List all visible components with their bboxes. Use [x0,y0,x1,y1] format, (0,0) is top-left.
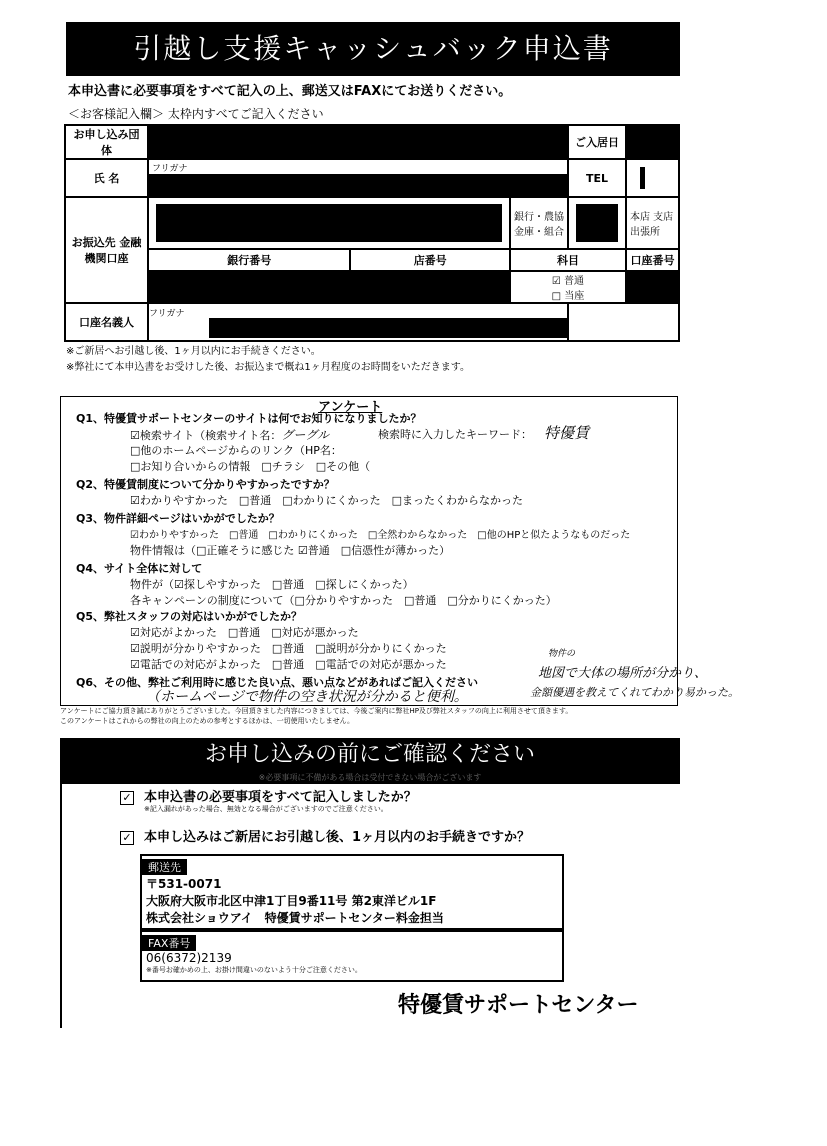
q1-a1[interactable]: ☑検索サイト（検索サイト名：グーグル [130,428,329,442]
q2: Q2、特優賃制度について分かりやすかったですか？ [76,478,335,491]
branch-name-field[interactable] [568,197,626,249]
confirm-title: お申し込みの前にご確認ください [60,738,680,772]
col-bank-no: 銀行番号 [148,249,350,271]
type-current[interactable]: □ 当座 [551,291,585,302]
q6-handwriting-3: 金額優遇を教えてくれてわかり易かった。 [530,686,739,699]
q2-a[interactable]: ☑わかりやすかった □普通 □わかりにくかった □まったくわからなかった [130,494,524,507]
q1: Q1、特優賃サポートセンターのサイトは何でお知りになりましたか？ [76,412,422,425]
move-date-label: ご入居日 [568,125,626,159]
furigana-field[interactable] [148,159,568,175]
confirm-check-1-note: ※記入漏れがあった場合、無効となる場合がございますのでご注意ください。 [144,805,388,813]
account-type-field[interactable] [510,271,626,303]
fax-number: 06(6372)2139 [146,951,232,965]
instruction-text: 本申込書に必要事項をすべて記入の上、郵送又はFAXにてお送りください。 [68,84,512,99]
col-type: 科目 [510,249,626,271]
check-mark-icon[interactable]: ✓ [120,831,134,845]
note-1: ※ご新居へお引越し後、1ヶ月以内にお手続きください。 [66,346,321,357]
branch-no-field[interactable] [350,271,510,303]
col-account-no: 口座番号 [626,249,679,271]
postal-code: 〒531-0071 [146,877,222,891]
survey-footer-2: このアンケートはこれからの弊社の向上のための参考とするほかは、一切使用いたしません。 [60,717,354,725]
group-field[interactable] [148,125,568,159]
page-title: 引越し支援キャッシュバック申込書 [66,22,680,76]
section-label: ＜お客様記入欄＞ 太枠内すべてご記入ください [68,107,324,121]
name-field[interactable] [148,175,568,197]
q3-b[interactable]: 物件情報は（□正確そうに感じた ☑普通 □信憑性が薄かった） [130,544,451,557]
fax-note: ※番号お確かめの上、お掛け間違いのないよう十分ご注意ください。 [146,966,362,974]
account-holder-field-2[interactable] [568,303,679,341]
q4-a[interactable]: 物件が（☑探しやすかった □普通 □探しにくかった） [130,578,414,591]
fax-box [140,930,564,982]
address-line-1: 大阪府大阪市北区中津1丁目9番11号 第2東洋ビル1F [146,894,437,908]
branch-type-options: 本店 支店 出張所 [626,197,679,249]
bank-label: お振込先 金融機関口座 [65,197,148,303]
q5-b[interactable]: ☑説明が分かりやすかった □普通 □説明が分かりにくかった [130,642,447,655]
account-holder-field[interactable] [148,303,568,341]
type-ordinary[interactable]: ☑ 普通 [551,276,585,287]
q1-a3[interactable]: □お知り合いからの情報 □チラシ □その他（ [130,460,371,473]
bank-type-options: 銀行・農協 金庫・組合 [510,197,568,249]
q4: Q4、サイト全体に対して [76,562,203,575]
q6-handwriting-1: （ホームページで物件の空き状況が分かると便利。 [146,689,468,705]
q1-kw-label: 検索時に入力したキーワード： [378,428,532,441]
confirm-check-2[interactable]: ✓ 本申し込みはご新居にお引越し後、1ヶ月以内のお手続きですか？ [120,826,530,845]
q6: Q6、その他、弊社ご利用時に感じた良い点、悪い点などがあればご記入ください [76,676,479,689]
furigana-label-2: フリガナ [149,309,185,319]
mailing-address-box [140,854,564,930]
survey-footer-1: アンケートにご協力頂き誠にありがとうございました。今回頂きました内容につきましては、今後ご案内に弊社HP及び弊社スタッフの向上に利用させて頂きます。 [60,707,573,715]
q6-handwriting-small: 物件の [548,649,576,659]
furigana-label: フリガナ [152,163,188,174]
q5-a[interactable]: ☑対応がよかった □普通 □対応が悪かった [130,626,359,639]
q3: Q3、物件詳細ページはいかがでしたか？ [76,512,280,525]
account-no-field[interactable] [626,271,679,303]
confirm-border-left [60,738,62,1028]
q1-kw-hand: 特優賃 [544,424,590,442]
name-label: 氏 名 [65,159,148,197]
q6-handwriting-2: 地図で大体の場所が分かり、 [538,666,708,681]
move-date-field[interactable] [626,125,679,159]
note-2: ※弊社にて本申込書をお受けした後、お振込まで概ね1ヶ月程度のお時間をいただきます。 [66,362,470,373]
account-holder-label: 口座名義人 [65,303,148,341]
tel-label: TEL [568,159,626,197]
confirm-subtitle: ※必要事項に不備がある場合は受付できない場合がございます [60,772,680,784]
bank-no-field[interactable] [148,271,350,303]
col-branch-no: 店番号 [350,249,510,271]
q5-c[interactable]: ☑電話での対応がよかった □普通 □電話での対応が悪かった [130,658,447,671]
bank-name-field[interactable] [148,197,510,249]
mailing-label: 郵送先 [142,859,187,875]
survey-title: アンケート [318,400,383,415]
q5: Q5、弊社スタッフの対応はいかがでしたか？ [76,610,303,623]
group-label: お申し込み団体 [65,125,148,159]
q3-a[interactable]: ☑わかりやすかった □普通 □わかりにくかった □全然わからなかった □他のHPと似たようなものだった [130,530,631,541]
tel-field[interactable] [626,159,679,197]
check-mark-icon[interactable]: ✓ [120,791,134,805]
fax-label: FAX番号 [142,935,196,951]
brand-name: 特優賃サポートセンター [398,993,639,1018]
confirm-check-1[interactable]: ✓ 本申込書の必要事項をすべて記入しましたか？ [120,786,417,805]
q1-a2[interactable]: □他のホームページからのリンク（HP名： [130,444,342,457]
application-form [64,124,680,342]
q4-b[interactable]: 各キャンペーンの制度について（□分かりやすかった □普通 □分かりにくかった） [130,594,557,607]
address-line-2: 株式会社ショウアイ 特優賃サポートセンター料金担当 [146,911,444,925]
